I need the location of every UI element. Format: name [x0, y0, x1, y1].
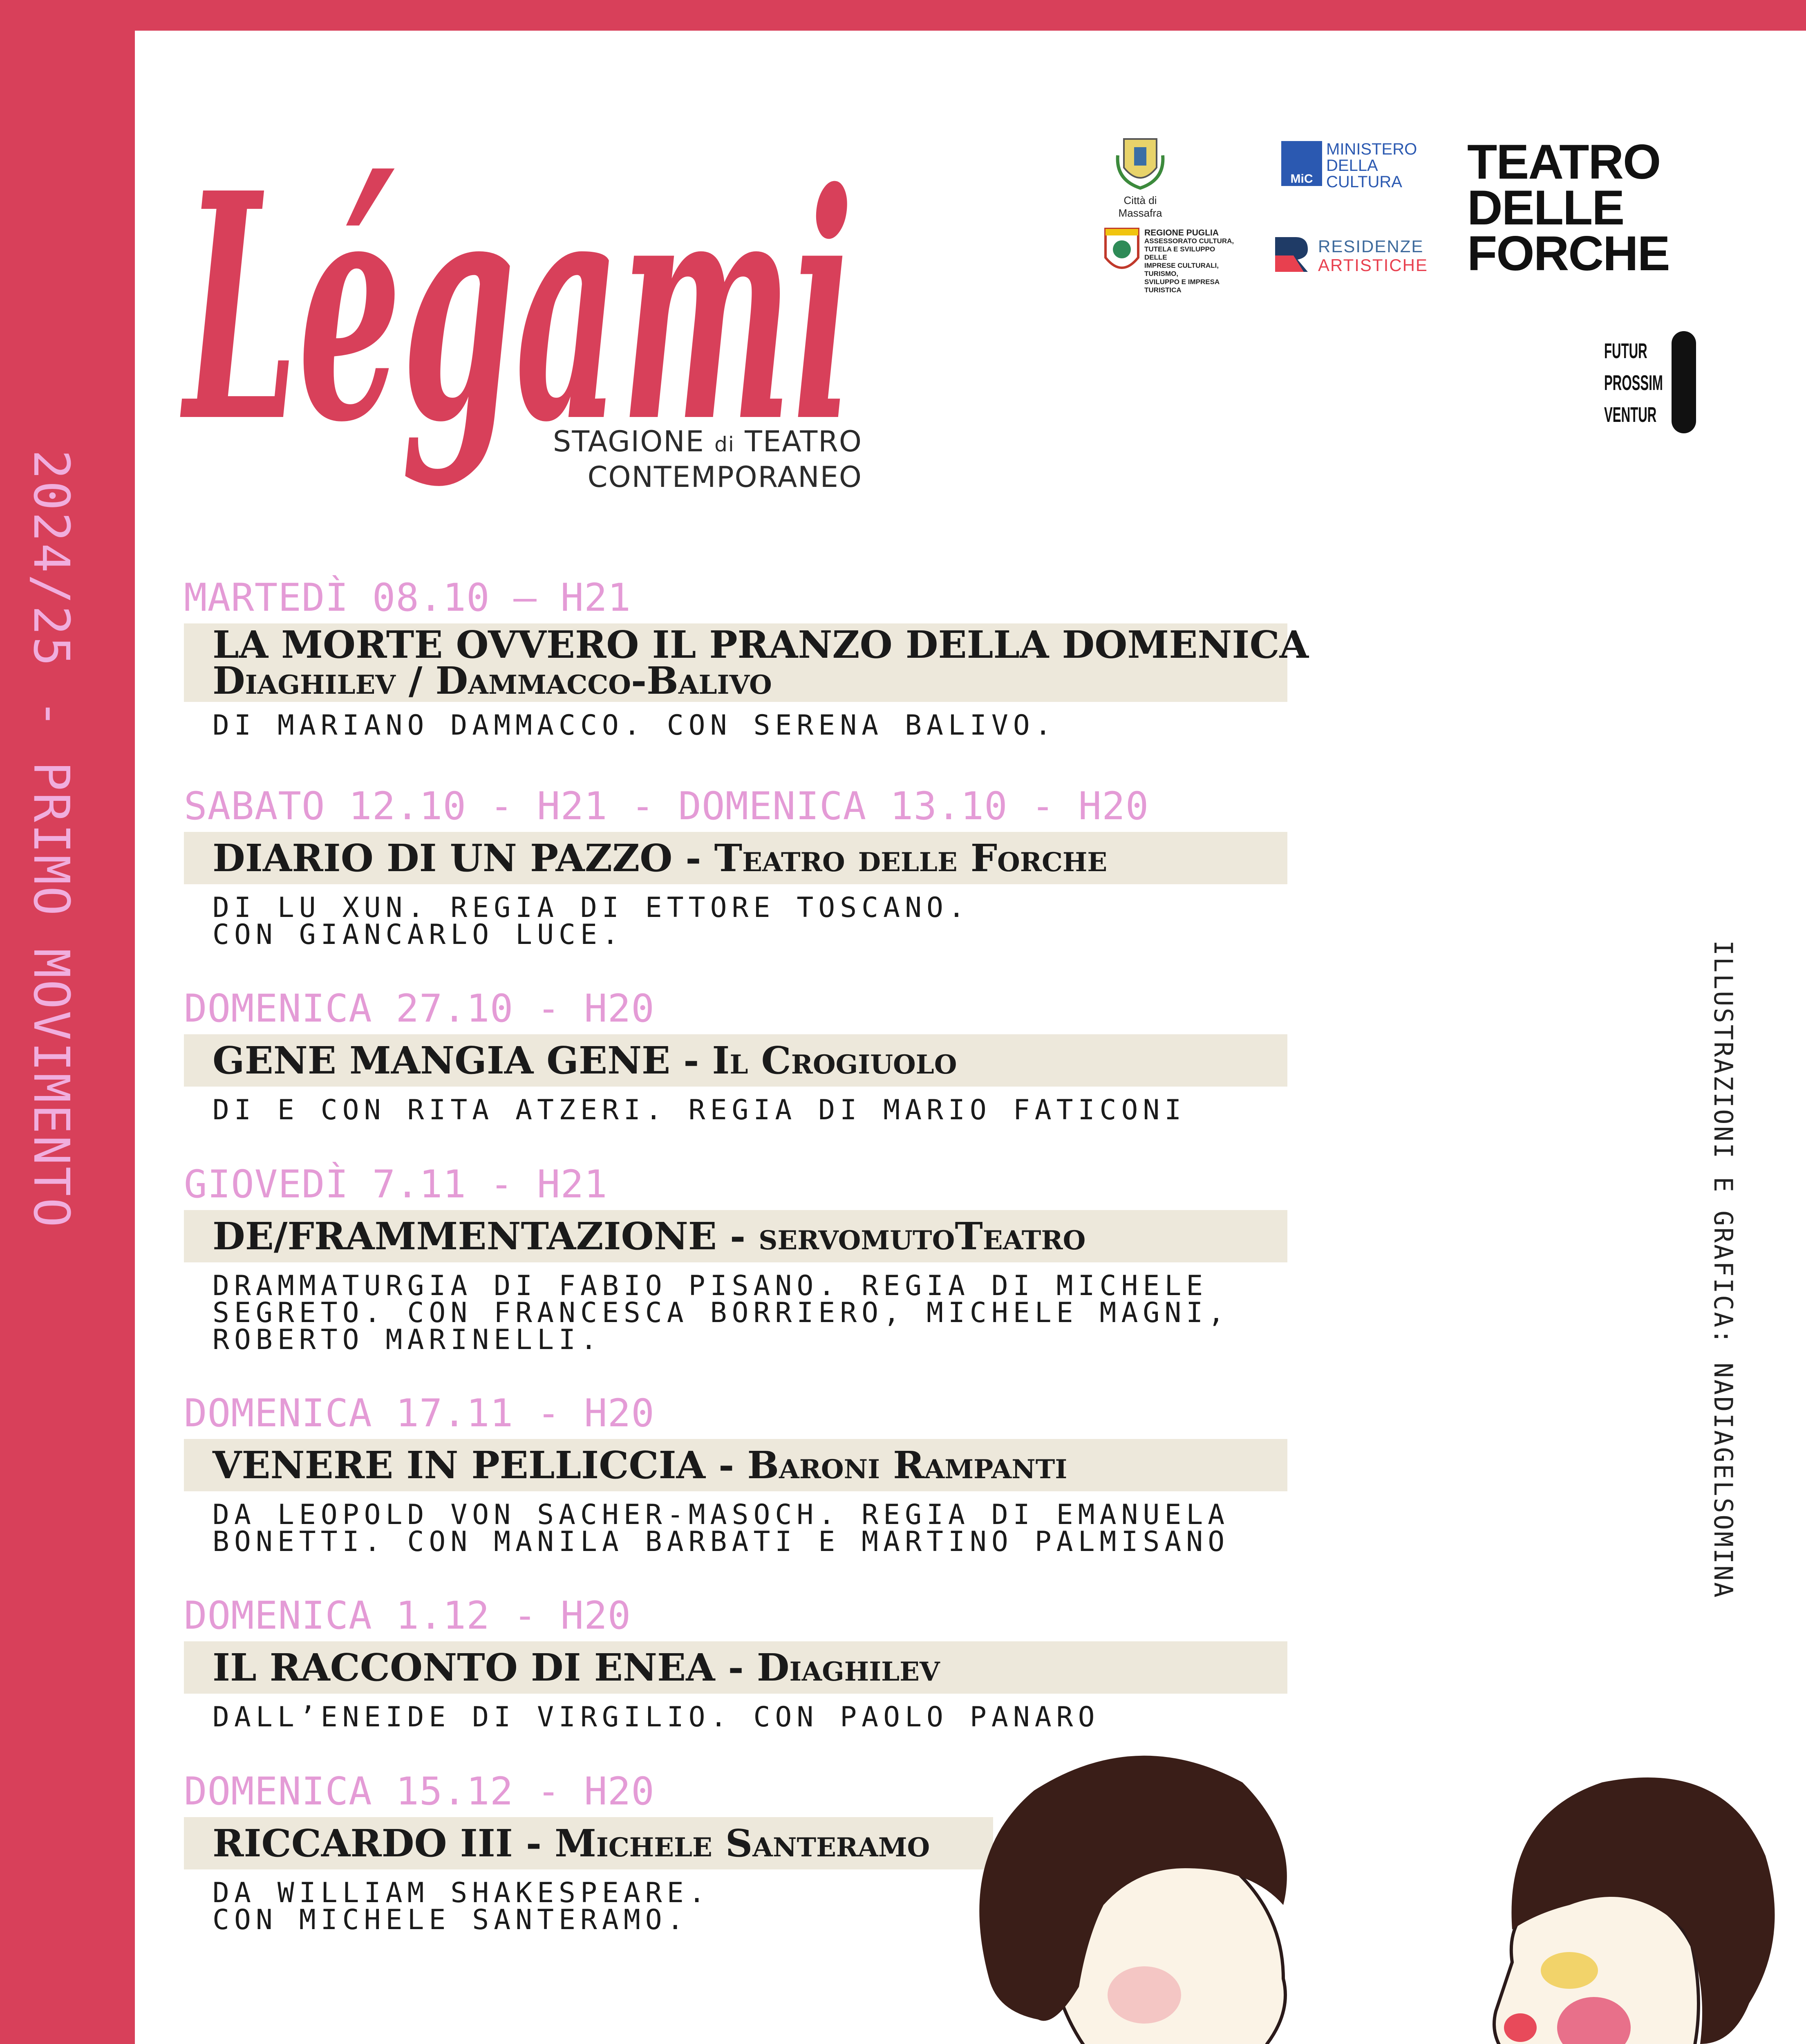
logo-subtitle: STAGIONE di TEATRO CONTEMPORANEO [553, 425, 862, 494]
futuro-prossimo-logo: FUTUR PROSSIM VENTUR [1604, 331, 1698, 437]
credit-vertical-label: ILLUSTRAZIONI E GRAFICA: NADIAGELSOMINA [1708, 940, 1738, 1599]
event-description: DA LEOPOLD VON SACHER-MASOCH. REGIA DI EMANUELA BONETTI. CON MANILA BARBATI E MARTINO PALMISANO [213, 1499, 1230, 1558]
event-item [184, 1766, 993, 1938]
event-title: DIARIO DI UN PAZZO [213, 836, 673, 880]
event-item [184, 1159, 1287, 1388]
event-title-band: GENE MANGIA GENE - Il Crogiuolo [184, 1034, 1287, 1087]
event-title-band: IL RACCONTO DI ENEA - Diaghilev [184, 1641, 1287, 1694]
season-vertical-label [22, 450, 112, 1267]
event-date: GIOVEDÌ 7.11 - H21 [184, 1162, 608, 1207]
event-company: servomutoTeatro [759, 1214, 1086, 1258]
ministero-cultura-logo: MiC MINISTERO DELLA CULTURA [1281, 141, 1428, 194]
legami-logo-text: Légami [179, 126, 854, 491]
event-company: Teatro delle Forche [714, 836, 1108, 880]
residenze-r-icon [1271, 233, 1312, 274]
event-list [184, 572, 1309, 1938]
event-item [184, 572, 1309, 781]
event-title: GENE MANGIA GENE [213, 1038, 671, 1083]
mic-icon: MiC [1281, 141, 1322, 186]
event-company: Il Crogiuolo [712, 1038, 957, 1083]
event-company: Michele Santeramo [555, 1821, 930, 1865]
event-item [184, 1388, 1287, 1590]
event-title: DE/FRAMMENTAZIONE [213, 1214, 717, 1258]
season-text: 2024/25 - PRIMO MOVIMENTO [22, 450, 79, 1229]
event-title: VENERE IN PELLICCIA [213, 1443, 706, 1487]
partner-logos [1103, 131, 1716, 458]
event-company: Diaghilev / Dammacco-Balivo [213, 659, 772, 703]
event-date: SABATO 12.10 - H21 - DOMENICA 13.10 - H20 [184, 784, 1149, 829]
massafra-logo: Città di Massafra [1103, 131, 1177, 220]
event-description: DRAMMATURGIA DI FABIO PISANO. REGIA DI MICHELE SEGRETO. CON FRANCESCA BORRIERO, MICHELE MAGNI, ROBERTO MARINELLI. [213, 1270, 1230, 1356]
event-date: DOMENICA 17.11 - H20 [184, 1391, 655, 1436]
event-description: DI E CON RITA ATZERI. REGIA DI MARIO FATICONI [213, 1094, 1186, 1126]
event-date: DOMENICA 27.10 - H20 [184, 986, 655, 1031]
event-description: DA WILLIAM SHAKESPEARE. CON MICHELE SANTERAMO. [213, 1877, 710, 1936]
exclamation-mark-icon [1672, 331, 1696, 433]
event-item [184, 983, 1287, 1159]
event-title-band: VENERE IN PELLICCIA - Baroni Rampanti [184, 1439, 1287, 1491]
event-date: DOMENICA 1.12 - H20 [184, 1594, 631, 1638]
event-description: DALL’ENEIDE DI VIRGILIO. CON PAOLO PANARO [213, 1701, 1100, 1733]
puglia-shield-icon [1103, 225, 1140, 278]
event-item [184, 781, 1287, 983]
event-title-band: DIARIO DI UN PAZZO - Teatro delle Forche [184, 832, 1287, 884]
event-company: Diaghilev [756, 1645, 940, 1690]
massafra-crest-icon [1112, 131, 1169, 192]
event-title: LA MORTE OVVERO IL PRANZO DELLA DOMENICA [213, 623, 1309, 667]
teatro-delle-forche-logo: TEATRO DELLE FORCHE [1467, 134, 1669, 281]
event-title-band: DE/FRAMMENTAZIONE - servomutoTeatro [184, 1210, 1287, 1262]
two-faces-illustration [932, 1733, 1806, 2044]
event-title-band: RICCARDO III - Michele Santeramo [184, 1817, 993, 1869]
event-date: DOMENICA 15.12 - H20 [184, 1769, 655, 1814]
event-title-band [184, 623, 1309, 703]
event-title: RICCARDO III [213, 1821, 513, 1865]
event-title: IL RACCONTO DI ENEA [213, 1645, 715, 1690]
event-description: DI MARIANO DAMMACCO. CON SERENA BALIVO. [213, 709, 1056, 742]
regione-puglia-logo: REGIONE PUGLIA ASSESSORATO CULTURA, TUTELA E SVILUPPO DELLE IMPRESE CULTURALI, TURISMO, SVILUPPO E IMPRESA TURISTICA [1103, 225, 1238, 282]
event-date: MARTEDÌ 08.10 — H21 [184, 576, 631, 620]
event-company: Baroni Rampanti [747, 1443, 1067, 1487]
residenze-artistiche-logo: RESIDENZE ARTISTICHE [1271, 233, 1435, 278]
event-description: DI LU XUN. REGIA DI ETTORE TOSCANO. CON GIANCARLO LUCE. [213, 892, 970, 951]
